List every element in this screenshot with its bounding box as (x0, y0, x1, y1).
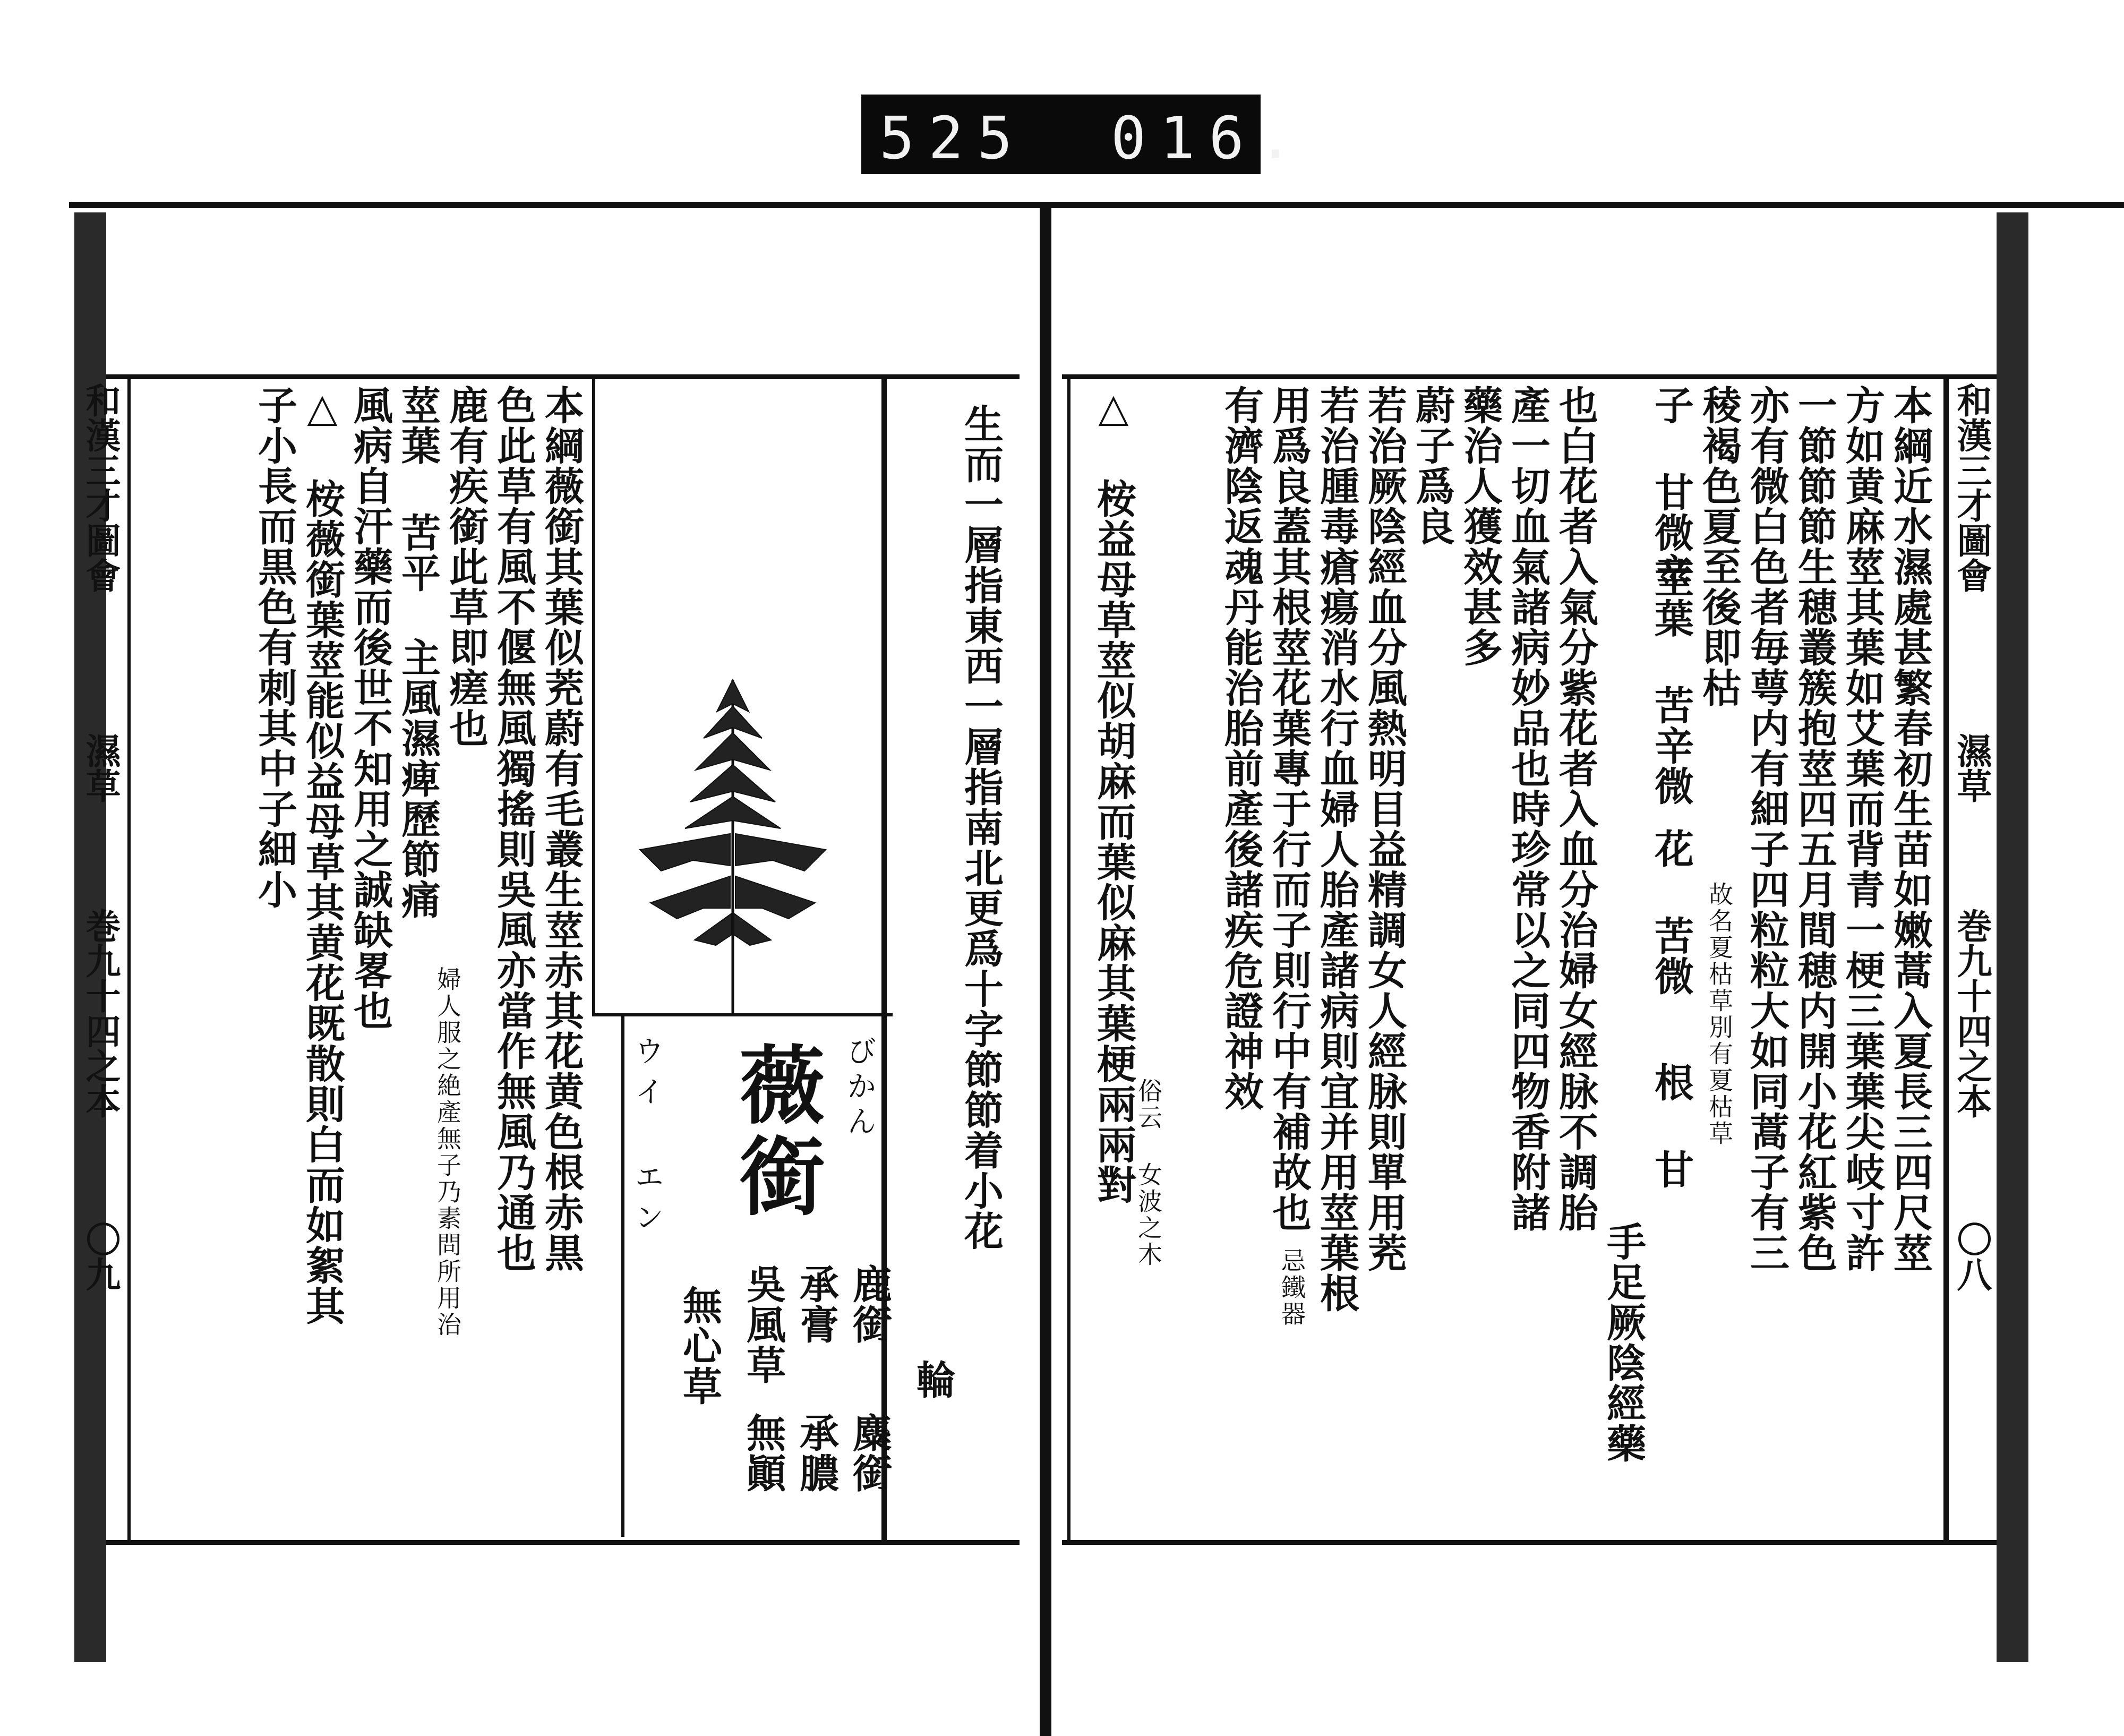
right-header-volume: 巻九十四之本 (1951, 908, 1992, 1118)
kana-reading-left: ウイ エン (630, 1036, 664, 1242)
right-page-inner-rule (1067, 379, 1070, 1542)
right-text-col-3: 一節節節生穂叢簇抱莖四五月間穂内開小花紅紫色 (1792, 385, 1837, 1273)
left-page-inner-rule (127, 379, 131, 1542)
illustration-box-left (592, 379, 595, 1016)
right-text-col-4: 亦有微白色者毎萼内有細子四粒粒大如同蒿子有三 (1744, 385, 1789, 1273)
right-text-col-11: 也白花者入氣分紫花者入血分治婦女經脉不調胎 (1553, 385, 1598, 1233)
right-text-col-14: 蔚子爲良 (1409, 385, 1455, 546)
right-header-title: 和漢三才圖會 (1951, 382, 1992, 593)
synonym-1: 鹿銜 (846, 1264, 892, 1345)
left-text-col-4: 莖葉 苦平 (395, 385, 441, 593)
left-page-margin-rule (881, 379, 887, 1542)
synonym-5: 吳風草 (740, 1264, 786, 1385)
left-text-col-5: 主風濕痺歷節痛 (395, 637, 441, 920)
top-paper-edge (69, 202, 2124, 208)
right-text-col-18: 有濟陰返魂丹能治胎前產後諸疾危證神效 (1218, 385, 1264, 1111)
kana-reading-right: びかん (842, 1036, 877, 1141)
left-text-col-1: 本綱薇銜其葉似茺蔚有毛叢生莖赤其花黄色根赤黒 (538, 385, 584, 1273)
right-text-col-13: 藥治人獲效甚多 (1457, 385, 1503, 668)
right-text-col-5: 稜褐色夏至後即枯 (1696, 385, 1742, 708)
right-header-section: 濕草 (1951, 733, 1992, 803)
plant-illustration (632, 674, 834, 1020)
right-note-popular-name: 俗云 女波之木 (1134, 1078, 1163, 1268)
right-text-col-12: 產一切血氣諸病妙品也時珍常以之同四物香附諸 (1505, 385, 1551, 1233)
left-page-number: 〇九 (80, 1221, 121, 1292)
right-text-col-19: △ 桉益母草莖似胡麻而葉似麻其葉梗兩兩對 (1091, 385, 1136, 1205)
left-carry-over-col-2: 輪 (910, 1359, 956, 1400)
left-header-title: 和漢三才圖會 (80, 382, 121, 593)
right-page-number: 〇八 (1951, 1221, 1992, 1292)
synonym-6: 無顚 (740, 1413, 786, 1493)
synonym-4: 承膿 (793, 1413, 839, 1493)
scan-id-plate (861, 95, 1307, 174)
label-box-left (621, 1016, 624, 1537)
left-text-col-3: 鹿有疾銜此草即瘥也 (443, 385, 489, 748)
right-note-iron: 忌鐵器 (1278, 1248, 1306, 1328)
right-text-col-16: 若治腫毒瘡瘍消水行血婦人胎產諸病則宜并用莖葉根 (1314, 385, 1359, 1313)
left-page-top-border (106, 374, 1020, 379)
right-text-col-15: 若治厥陰經血分風熱明目益精調女人經脉則單用茺 (1361, 385, 1407, 1273)
right-book-spine (1997, 212, 2028, 1662)
left-inline-note: 婦人服之絶產無子乃素問所用治 (433, 967, 462, 1338)
right-text-col-10: 手足厥陰經藥 (1600, 1221, 1646, 1464)
right-text-col-7: 莖葉 苦辛微 (1648, 558, 1694, 806)
plate-number-right: 016. (1111, 104, 1307, 172)
right-text-col-17: 用爲良蓋其根莖花葉專于行而子則行中有補故也 (1266, 385, 1312, 1233)
left-text-col-6: 風病自汗藥而後世不知用之誠缺畧也 (347, 385, 393, 1031)
illustration-label: 薇銜 (725, 1041, 825, 1224)
right-note-natsukarekusa: 故名夏枯草別有夏枯草 (1705, 882, 1734, 1147)
right-text-col-8: 花 苦微 (1648, 828, 1694, 996)
right-page-bottom-border (1062, 1540, 1997, 1545)
right-text-col-2: 方如黄麻莖其葉如艾葉而背青一梗三葉葉尖岐寸許 (1839, 385, 1885, 1273)
left-carry-over-col-1: 生而一層指東西一層指南北更爲十字節節着小花 (958, 404, 1004, 1251)
right-text-col-6: 子 甘微辛 (1648, 385, 1694, 593)
right-text-col-1: 本綱近水濕處甚繁春初生苗如嫩蒿入夏長三四尺莖 (1887, 385, 1933, 1273)
synonym-2: 麋銜 (846, 1413, 892, 1493)
left-text-col-7: △ 桉薇銜葉莖能似益母草其黄花既散則白而如絮其 (299, 385, 345, 1326)
left-header-section: 濕草 (80, 733, 121, 803)
plate-number-left: 525 (879, 104, 1026, 172)
left-text-col-2: 色此草有風不偃無風獨搖則吳風亦當作無風乃通也 (491, 385, 536, 1273)
center-fold (1040, 208, 1051, 1736)
right-text-col-9: 根 甘 (1648, 1062, 1694, 1190)
synonym-7: 無心草 (676, 1285, 722, 1406)
right-page-margin-rule (1943, 379, 1949, 1542)
synonym-3: 承膏 (793, 1264, 839, 1345)
right-page-top-border (1062, 374, 1997, 379)
left-text-col-8: 子小長而黒色有刺其中子細小 (252, 385, 297, 910)
left-header-volume: 巻九十四之本 (80, 908, 121, 1118)
